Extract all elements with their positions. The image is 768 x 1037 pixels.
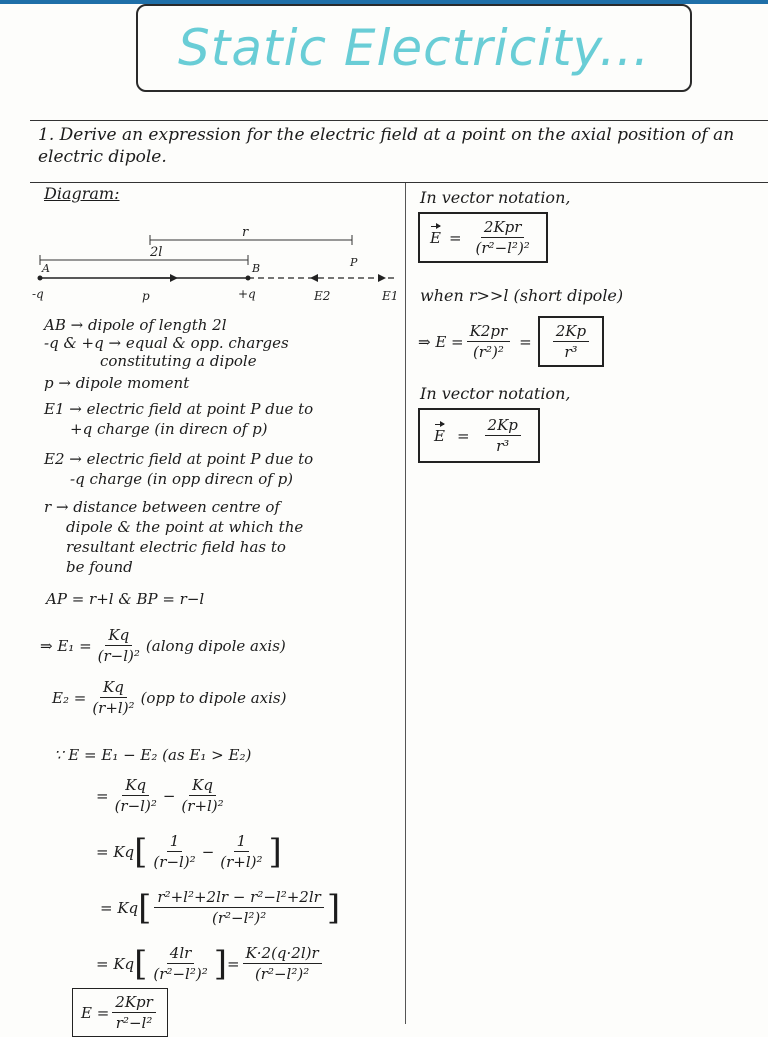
- step-2-minus: −: [201, 842, 215, 861]
- open-bracket: [: [134, 943, 148, 984]
- title-box: [136, 4, 692, 92]
- vector-result-1-box: [418, 212, 548, 263]
- vector-result-2-box: [418, 408, 540, 463]
- short-dipole-box-fraction: [553, 322, 589, 361]
- final-numerator: 2Kpr: [112, 993, 156, 1013]
- point-B-label: B: [252, 262, 261, 275]
- charge-neg-label: -q: [32, 287, 44, 301]
- step-3-numerator: r²+l²+2lr − r²−l²+2lr: [154, 888, 323, 908]
- step-1-den-b: (r+l)²: [181, 797, 224, 815]
- step-4-denominator-b: (r²−l²)²: [254, 965, 310, 983]
- step-4-denominator-a: (r²−l²)²: [153, 965, 208, 983]
- close-bracket: ]: [268, 831, 282, 872]
- e1-equation: [40, 626, 286, 665]
- step-3: [100, 888, 340, 927]
- step-1-minus: −: [162, 786, 176, 805]
- step-1-fraction-b: [178, 776, 226, 815]
- short-dipole-box: [538, 316, 604, 367]
- final-fraction: [112, 993, 156, 1032]
- short-dipole-fraction: [467, 322, 511, 361]
- legend-line: E2 → electric field at point P due to: [44, 450, 314, 468]
- e2-note: (opp to dipole axis): [140, 688, 287, 707]
- dipole-diagram: [30, 222, 410, 312]
- close-bracket: ]: [326, 887, 341, 928]
- step-1: [96, 776, 230, 815]
- step-4: [96, 944, 325, 983]
- short-dipole-num: K2pr: [467, 322, 511, 342]
- close-bracket: ]: [213, 943, 227, 984]
- vector-result-2-equals: =: [456, 426, 470, 445]
- short-dipole-den: (r²)²: [472, 343, 504, 361]
- short-dipole-equation: [418, 316, 604, 367]
- final-lhs: E =: [81, 1003, 110, 1022]
- vector-notation-heading-1: In vector notation,: [420, 188, 571, 207]
- final-result-box: [72, 988, 168, 1037]
- vector-result-1: [418, 212, 548, 263]
- step-2-prefix: = Kq: [96, 842, 135, 861]
- diagram-label: Diagram:: [44, 184, 120, 203]
- step-4-numerator-b: K·2(q·2l)r: [243, 944, 322, 964]
- vector-result-1-fraction: [473, 218, 533, 257]
- legend-line: E1 → electric field at point P due to: [44, 400, 314, 418]
- vector-result-2-den: r³: [496, 437, 510, 455]
- short-dipole-box-num: 2Kp: [553, 322, 589, 342]
- charge-pos-dot: [246, 276, 251, 281]
- step-2-fraction-a: [150, 832, 198, 871]
- step-1-den-a: (r−l)²: [114, 797, 157, 815]
- step-2-fraction-b: [217, 832, 265, 871]
- short-dipole-heading: when r>>l (short dipole): [420, 286, 624, 305]
- e1-prefix: ⇒ E₁ =: [40, 636, 92, 655]
- legend-line: dipole & the point at which the: [66, 518, 304, 536]
- step-4-numerator-a: 4lr: [167, 944, 195, 964]
- question-rule-bottom: [30, 182, 768, 183]
- vector-result-1-num: 2Kpr: [481, 218, 525, 238]
- step-4-fraction-b: [243, 944, 322, 983]
- e1-fraction: [95, 626, 143, 665]
- e2-equation: [52, 678, 286, 717]
- dimension-2l-label: 2l: [150, 245, 163, 260]
- question-rule-top: [30, 120, 768, 121]
- legend-line: -q charge (in opp direcn of p): [70, 470, 294, 488]
- legend-line: r → distance between centre of: [44, 498, 280, 516]
- legend-line: constituting a dipole: [100, 352, 257, 370]
- e2-fraction: [89, 678, 137, 717]
- step-4-prefix: = Kq: [96, 954, 135, 973]
- legend-line: be found: [66, 558, 133, 576]
- e2-denominator: (r+l)²: [92, 699, 135, 717]
- vector-result-2-num: 2Kp: [485, 416, 521, 436]
- vector-result-1-equals: =: [448, 228, 462, 247]
- legend-line: p → dipole moment: [44, 374, 190, 392]
- page-title: Static Electricity...: [177, 19, 651, 77]
- point-P-label: P: [350, 256, 358, 269]
- dimension-r-label: r: [242, 225, 249, 240]
- charge-neg-dot: [38, 276, 43, 281]
- step-2-num-b: 1: [234, 832, 250, 852]
- field-E2-label: E2: [314, 289, 331, 303]
- net-field-statement: ∵ E = E₁ − E₂ (as E₁ > E₂): [54, 746, 252, 764]
- step-1-equals: =: [96, 786, 109, 805]
- vector-result-2: [418, 408, 540, 463]
- step-2-num-a: 1: [167, 832, 183, 852]
- legend-line: resultant electric field has to: [66, 538, 286, 556]
- step-1-num-b: Kq: [189, 776, 216, 796]
- dipole-moment-label: p: [142, 289, 150, 303]
- final-denominator: r²−l²: [115, 1014, 153, 1032]
- e1-numerator: Kq: [105, 626, 132, 646]
- open-bracket: [: [138, 887, 152, 928]
- legend-line: AB → dipole of length 2l: [44, 316, 227, 334]
- step-3-denominator: (r²−l²)²: [211, 909, 267, 927]
- field-E1-label: E1: [382, 289, 399, 303]
- question-text: 1. Derive an expression for the electric field at a point on the axial position of an electric dipole.: [38, 125, 735, 167]
- e2-numerator: Kq: [100, 678, 127, 698]
- final-result: [72, 988, 168, 1037]
- step-3-prefix: = Kq: [100, 898, 139, 917]
- charge-pos-label: +q: [238, 287, 256, 301]
- step-3-fraction: [154, 888, 323, 927]
- step-4-equals: =: [226, 954, 240, 973]
- short-dipole-box-den: r³: [564, 343, 578, 361]
- e2-prefix: E₂ =: [52, 688, 87, 707]
- legend-line: +q charge (in direcn of p): [70, 420, 268, 438]
- step-2-den-b: (r+l)²: [220, 853, 263, 871]
- short-dipole-prefix: ⇒ E =: [418, 332, 464, 351]
- step-1-fraction-a: [112, 776, 160, 815]
- open-bracket: [: [134, 831, 148, 872]
- e1-note: (along dipole axis): [145, 636, 286, 655]
- step-2-den-a: (r−l)²: [153, 853, 196, 871]
- vector-notation-heading-2: In vector notation,: [420, 384, 571, 403]
- vector-E: E: [434, 426, 445, 445]
- vector-E: E: [430, 228, 441, 247]
- ap-bp-relation: AP = r+l & BP = r−l: [46, 590, 205, 608]
- vector-result-1-den: (r²−l²)²: [475, 239, 530, 257]
- step-4-fraction-a: [150, 944, 210, 983]
- short-dipole-equals: =: [519, 332, 532, 351]
- e1-denominator: (r−l)²: [97, 647, 140, 665]
- step-2: [96, 832, 282, 871]
- legend-line: -q & +q → equal & opp. charges: [44, 334, 289, 352]
- step-1-num-a: Kq: [122, 776, 149, 796]
- point-A-label: A: [42, 262, 50, 275]
- vector-result-2-fraction: [485, 416, 521, 455]
